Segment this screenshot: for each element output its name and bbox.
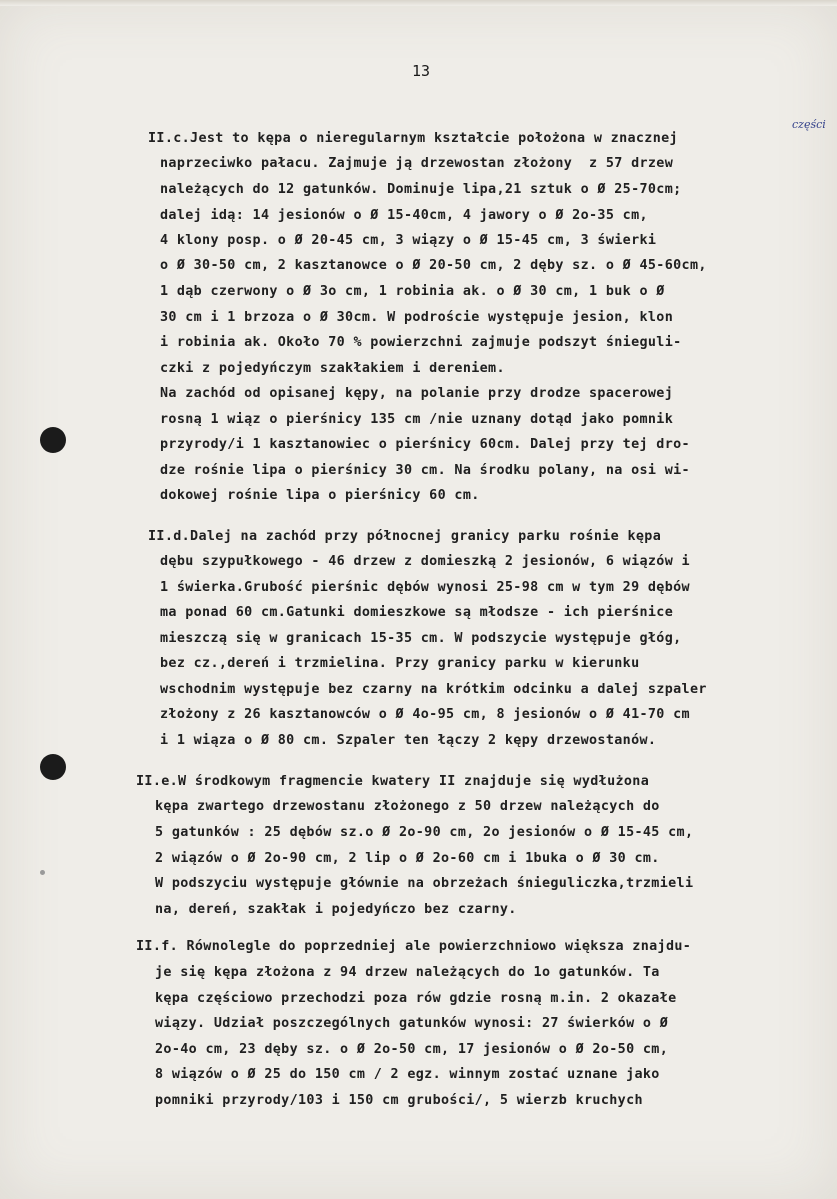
text-line: wiązy. Udział poszczególnych gatunków wynosi: 27 świerków o Ø xyxy=(155,1016,669,1031)
text-line: dze rośnie lipa o pierśnicy 30 cm. Na środku polany, na osi wi- xyxy=(160,463,690,478)
page-edge xyxy=(0,0,837,6)
text-line: bez cz.,dereń i trzmielina. Przy granicy parku w kierunku xyxy=(160,656,640,671)
text-line: je się kępa złożona z 94 drzew należących do 1o gatunków. Ta xyxy=(155,964,660,980)
text-line: W podszyciu występuje głównie na obrzeżach śnieguliczka,trzmieli xyxy=(155,876,694,891)
page-number: 13 xyxy=(412,62,431,80)
text-line: II.f. Równolegle do poprzedniej ale powierzchniowo większa znajdu- xyxy=(136,939,692,954)
text-line: II.c.Jest to kępa o nieregularnym kształcie położona w znacznej xyxy=(148,131,678,146)
text-line: dębu szypułkowego - 46 drzew z domieszką 2 jesionów, 6 wiązów i xyxy=(160,554,690,569)
text-line: II.d.Dalej na zachód przy północnej granicy parku rośnie kępa xyxy=(148,529,662,544)
text-line: pomniki przyrody/103 i 150 cm grubości/, 5 wierzb kruchych xyxy=(155,1093,643,1108)
text-line: II.e.W środkowym fragmencie kwatery II znajduje się wydłużona xyxy=(136,774,650,789)
punch-hole-upper xyxy=(40,427,66,453)
text-line: przyrody/i 1 kasztanowiec o pierśnicy 60cm. Dalej przy tej dro- xyxy=(160,437,690,452)
text-line: i 1 wiąza o Ø 80 cm. Szpaler ten łączy 2 kępy drzewostanów. xyxy=(160,733,657,748)
text-line: na, dereń, szakłak i pojedyńczo bez czarny. xyxy=(155,901,517,917)
text-line: wschodnim występuje bez czarny na krótkim odcinku a dalej szpaler xyxy=(160,682,707,697)
text-line: mieszczą się w granicach 15-35 cm. W podszycie występuje głóg, xyxy=(160,631,682,646)
text-line: czki z pojedyńczym szakłakiem i dereniem. xyxy=(160,360,505,376)
text-line: złożony z 26 kasztanowców o Ø 4o-95 cm, 8 jesionów o Ø 41-70 cm xyxy=(160,707,690,722)
text-line: o Ø 30-50 cm, 2 kasztanowce o Ø 20-50 cm, 2 dęby sz. o Ø 45-60cm, xyxy=(160,258,707,273)
text-line: ma ponad 60 cm.Gatunki domieszkowe są młodsze - ich pierśnice xyxy=(160,605,674,620)
text-line: 1 dąb czerwony o Ø 3o cm, 1 robinia ak. o Ø 30 cm, 1 buk o Ø xyxy=(160,284,665,299)
text-line: 30 cm i 1 brzoza o Ø 30cm. W podroście występuje jesion, klon xyxy=(160,310,674,325)
text-line: kępa zwartego drzewostanu złożonego z 50 drzew należących do xyxy=(155,799,660,814)
handwritten-margin-note: części xyxy=(792,118,826,131)
text-line: 8 wiązów o Ø 25 do 150 cm / 2 egz. winnym zostać uznane jako xyxy=(155,1067,660,1082)
punch-hole-lower xyxy=(40,754,66,780)
text-line: rosną 1 wiąz o pierśnicy 135 cm /nie uznany dotąd jako pomnik xyxy=(160,412,674,427)
paper-speck xyxy=(40,870,45,875)
text-line: 4 klony posp. o Ø 20-45 cm, 3 wiązy o Ø 15-45 cm, 3 świerki xyxy=(160,233,657,248)
text-line: dalej idą: 14 jesionów o Ø 15-40cm, 4 jawory o Ø 2o-35 cm, xyxy=(160,208,648,223)
text-line: 1 świerka.Grubość pierśnic dębów wynosi 25-98 cm w tym 29 dębów xyxy=(160,580,690,595)
text-line: Na zachód od opisanej kępy, na polanie przy drodze spacerowej xyxy=(160,386,674,401)
text-line: 5 gatunków : 25 dębów sz.o Ø 2o-90 cm, 2o jesionów o Ø 15-45 cm, xyxy=(155,825,694,840)
text-line: naprzeciwko pałacu. Zajmuje ją drzewostan złożony z 57 drzew xyxy=(160,156,674,171)
text-line: 2o-4o cm, 23 dęby sz. o Ø 2o-50 cm, 17 jesionów o Ø 2o-50 cm, xyxy=(155,1042,669,1057)
text-line: kępa częściowo przechodzi poza rów gdzie rosną m.in. 2 okazałe xyxy=(155,991,677,1006)
text-line: i robinia ak. Około 70 % powierzchni zajmuje podszyt śnieguli- xyxy=(160,335,682,350)
text-line: należących do 12 gatunków. Dominuje lipa,21 sztuk o Ø 25-70cm; xyxy=(160,182,682,197)
text-line: dokowej rośnie lipa o pierśnicy 60 cm. xyxy=(160,488,480,503)
text-line: 2 wiązów o Ø 2o-90 cm, 2 lip o Ø 2o-60 cm i 1buka o Ø 30 cm. xyxy=(155,851,660,866)
